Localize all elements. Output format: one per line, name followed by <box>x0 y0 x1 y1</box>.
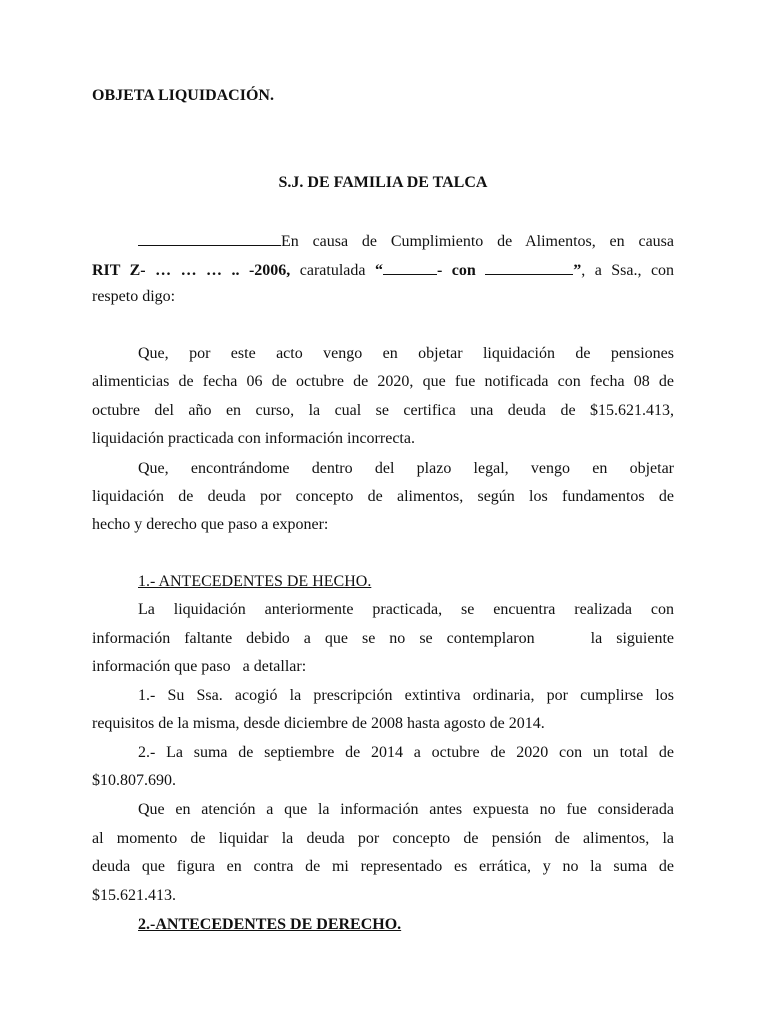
defendant-blank <box>485 259 573 275</box>
para1-line: alimenticias de fecha 06 de octubre de 2020, que fue notificada con fecha 08 de <box>92 373 674 390</box>
plaintiff-blank <box>383 259 437 275</box>
para3-line: La liquidación anteriormente practicada, se encuentra realizada con <box>138 601 674 618</box>
name-blank <box>138 230 281 246</box>
section-2-title: 2.-ANTECEDENTES DE DERECHO. <box>138 916 402 933</box>
item-1-line: 1.- Su Ssa. acogió la prescripción extintiva ordinaria, por cumplirse los <box>138 687 674 704</box>
document-heading: OBJETA LIQUIDACIÓN. <box>92 87 274 104</box>
document-page <box>92 0 674 1024</box>
para1-line: octubre del año en curso, la cual se certifica una deuda de $15.621.413, <box>92 402 674 419</box>
intro-line-2: RIT Z- … … … .. -2006, caratulada “ - con ”, a Ssa., con <box>92 259 674 281</box>
para4-line: al momento de liquidar la deuda por concepto de pensión de alimentos, la <box>92 830 674 847</box>
para1-line: liquidación practicada con información incorrecta. <box>92 430 415 447</box>
para1-line: Que, por este acto vengo en objetar liquidación de pensiones <box>138 345 674 362</box>
court-name: S.J. DE FAMILIA DE TALCA <box>278 174 488 191</box>
section-1-title: 1.- ANTECEDENTES DE HECHO. <box>138 573 372 590</box>
intro-line-3: respeto digo: <box>92 288 176 305</box>
para2-line: liquidación de deuda por concepto de alimentos, según los fundamentos de <box>92 488 674 505</box>
para2-line: Que, encontrándome dentro del plazo legal, vengo en objetar <box>138 460 674 477</box>
para2-line: hecho y derecho que paso a exponer: <box>92 516 329 533</box>
para4-line: deuda que figura en contra de mi representado es errática, y no la suma de <box>92 858 674 875</box>
para4-line: $15.621.413. <box>92 887 176 904</box>
item-2-line: 2.- La suma de septiembre de 2014 a octubre de 2020 con un total de <box>138 744 674 761</box>
para4-line: Que en atención a que la información antes expuesta no fue considerada <box>138 801 674 818</box>
intro-line-1: En causa de Cumplimiento de Alimentos, en causa <box>138 230 674 252</box>
para3-line: información que paso a detallar: <box>92 658 307 675</box>
item-2-line: $10.807.690. <box>92 772 176 789</box>
para3-line: información faltante debido a que se no se contemplaron la siguiente <box>92 630 674 647</box>
item-1-line: requisitos de la misma, desde diciembre de 2008 hasta agosto de 2014. <box>92 715 545 732</box>
